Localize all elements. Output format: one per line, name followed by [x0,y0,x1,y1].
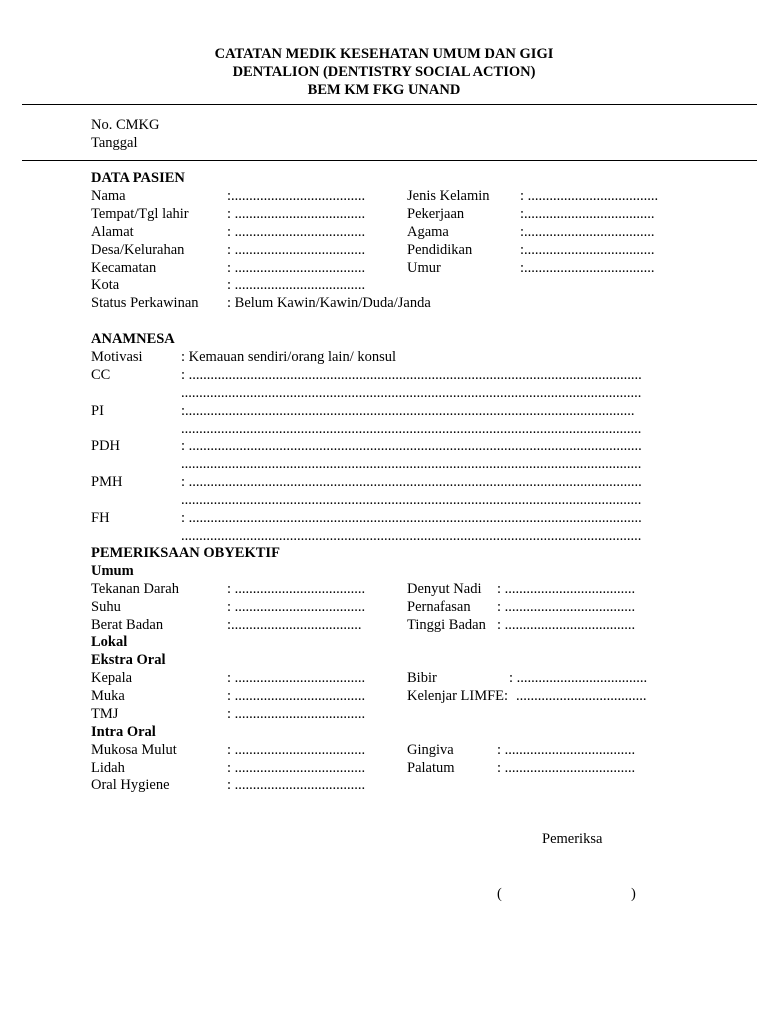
field-value: : .................................... [227,688,366,704]
field-label: Alamat [91,224,134,240]
field-value: : .................................... [227,260,366,276]
anamnesa-line: ............................................................................................................................... [181,421,642,437]
header-divider [22,104,757,105]
field-label: Kepala [91,670,133,686]
motivasi-value: : Kemauan sendiri/orang lain/ konsul [181,349,397,365]
meta-divider [22,160,757,161]
anamnesa-line: ............................................................................................................................... [181,528,642,544]
field-label: Denyut Nadi [407,581,482,597]
motivasi-label: Motivasi [91,349,143,365]
field-value: : .................................... [509,670,648,686]
anamnesa-label: CC [91,367,111,383]
field-label: Umur [407,260,441,276]
field-value: :.................................... [520,224,655,240]
no-cmkg-label: No. CMKG [91,117,160,133]
field-label: Jenis Kelamin [407,188,490,204]
field-value: : .................................... [227,242,366,258]
field-label: Oral Hygiene [91,777,170,793]
form-header [0,46,768,99]
field-value: : .................................... [227,777,366,793]
field-label: Pernafasan [407,599,471,615]
anamnesa-line: : ............................................................................................................................. [181,510,642,526]
field-value: : .................................... [227,581,366,597]
signature-close-paren: ) [631,886,636,902]
field-label: Agama [407,224,449,240]
field-value: : .................................... [227,760,366,776]
field-label: Suhu [91,599,121,615]
field-value: :..................................... [227,188,366,204]
field-value: : .................................... [497,760,636,776]
field-value: : .................................... [227,206,366,222]
lokal-title: Lokal [91,634,128,650]
pemeriksa-label: Pemeriksa [542,831,603,847]
anamnesa-label: PDH [91,438,121,454]
field-value: : .................................... [227,670,366,686]
field-value: .................................... [516,688,647,704]
field-label: TMJ [91,706,119,722]
field-value: : .................................... [497,617,636,633]
field-label: Desa/Kelurahan [91,242,185,258]
field-value: : .................................... [520,188,659,204]
field-label: Status Perkawinan [91,295,199,311]
field-label: Tempat/Tgl lahir [91,206,189,222]
field-label: Lidah [91,760,125,776]
field-value: : .................................... [497,581,636,597]
field-label: Tekanan Darah [91,581,179,597]
header-title-line3: BEM KM FKG UNAND [307,81,461,98]
field-label: Bibir [407,670,437,686]
anamnesa-line: ............................................................................................................................... [181,492,642,508]
tanggal-label: Tanggal [91,135,138,151]
field-value: : Belum Kawin/Kawin/Duda/Janda [227,295,431,311]
intra-oral-title: Intra Oral [91,724,156,740]
anamnesa-title: ANAMNESA [91,331,175,347]
field-value: :.................................... [227,617,362,633]
field-value: : .................................... [497,742,636,758]
field-label: Nama [91,188,126,204]
umum-title: Umum [91,563,134,579]
anamnesa-line: : ............................................................................................................................. [181,474,642,490]
field-value: : .................................... [227,224,366,240]
anamnesa-line: : ............................................................................................................................. [181,367,642,383]
pemeriksaan-title: PEMERIKSAAN OBYEKTIF [91,545,280,561]
field-label: Kota [91,277,120,293]
field-value: : .................................... [227,706,366,722]
anamnesa-line: ............................................................................................................................... [181,456,642,472]
field-label: Muka [91,688,125,704]
field-label: Gingiva [407,742,454,758]
field-label: Kecamatan [91,260,157,276]
anamnesa-line: :............................................................................................................................ [181,403,635,419]
field-label: Palatum [407,760,455,776]
field-value: : .................................... [227,277,366,293]
field-label: Pekerjaan [407,206,465,222]
ekstra-oral-title: Ekstra Oral [91,652,166,668]
header-title-line1: CATATAN MEDIK KESEHATAN UMUM DAN GIGI [214,46,554,62]
signature-open-paren: ( [497,886,502,902]
data-pasien-title: DATA PASIEN [91,170,185,186]
anamnesa-label: PMH [91,474,123,490]
anamnesa-label: FH [91,510,110,526]
field-label: Tinggi Badan [407,617,486,633]
anamnesa-line: ............................................................................................................................... [181,385,642,401]
header-title-line2: DENTALION (DENTISTRY SOCIAL ACTION) [232,63,536,80]
field-label: Berat Badan [91,617,164,633]
field-value: :.................................... [520,242,655,258]
field-label: Kelenjar LIMFE: [407,688,509,704]
field-label: Mukosa Mulut [91,742,177,758]
anamnesa-label: PI [91,403,104,419]
field-value: : .................................... [497,599,636,615]
field-value: : .................................... [227,599,366,615]
field-value: :.................................... [520,206,655,222]
field-label: Pendidikan [407,242,473,258]
field-value: : .................................... [227,742,366,758]
anamnesa-line: : ............................................................................................................................. [181,438,642,454]
field-value: :.................................... [520,260,655,276]
